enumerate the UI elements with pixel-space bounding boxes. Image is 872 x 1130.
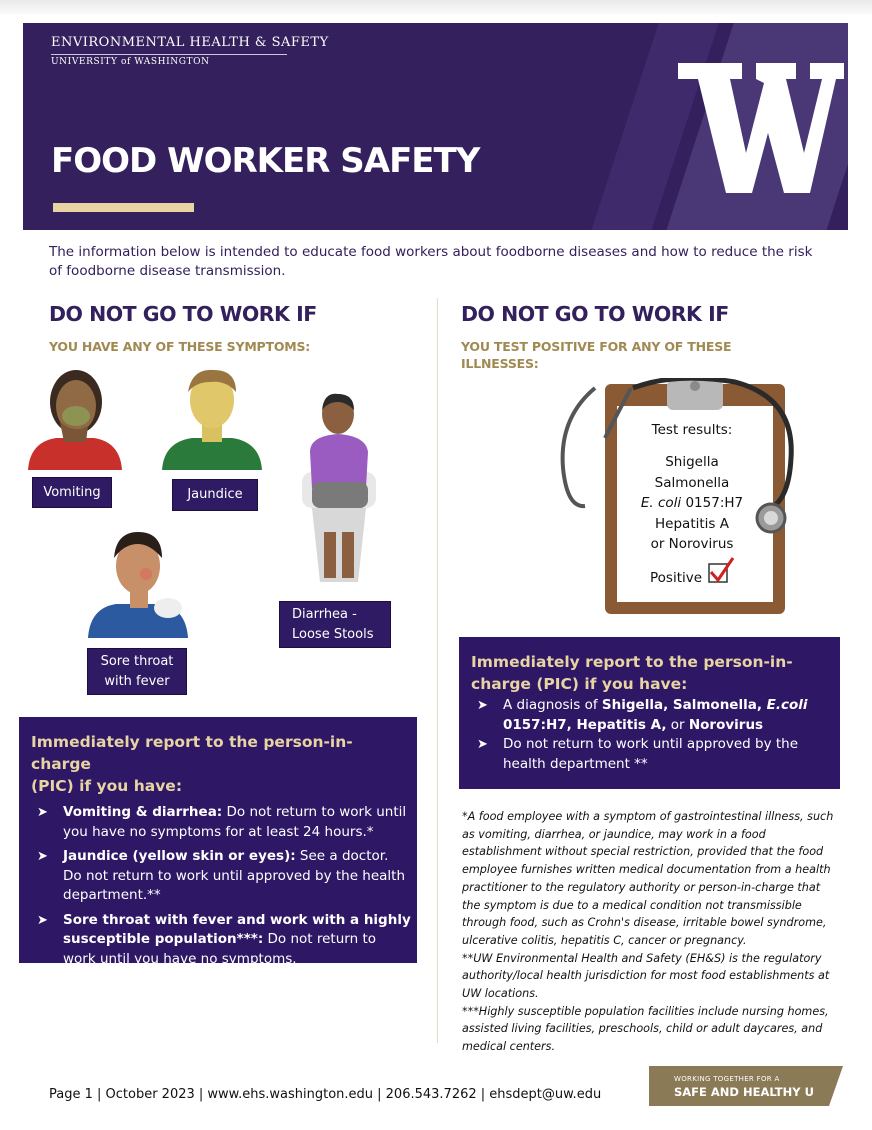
list-item <box>31 911 411 970</box>
arrow-bullet-icon: ➤ <box>37 849 48 864</box>
pic-title: charge (PIC) if you have: <box>471 675 688 693</box>
result-line: Hepatitis A <box>655 515 729 532</box>
arrow-bullet-icon: ➤ <box>477 698 488 713</box>
item-bold-italic: E.coli <box>766 697 808 713</box>
jaundice-person-illustration <box>160 366 264 470</box>
pic-list <box>471 696 831 774</box>
clipboard-positive: Positive <box>650 570 703 586</box>
list-item <box>31 803 411 842</box>
pic-title: Immediately report to the person-in- <box>471 653 793 671</box>
result-line: E. coli 0157:H7 <box>640 495 744 511</box>
left-pic-box <box>19 717 417 967</box>
right-subheading <box>461 338 731 372</box>
page-top-edge <box>0 0 872 14</box>
tag-small-text: WORKING TOGETHER FOR A <box>674 1075 780 1083</box>
item-bold: Norovirus <box>688 716 764 733</box>
item-text: A diagnosis of <box>503 697 602 713</box>
list-item <box>471 735 831 774</box>
symptom-label-sore-throat <box>87 648 187 695</box>
item-bold: Jaundice (yellow skin or eyes): <box>63 848 296 864</box>
diarrhea-person-illustration <box>300 392 378 590</box>
item-bold: Shigella, Salmonella, <box>601 697 767 713</box>
tag-big-text: SAFE AND HEALTHY U <box>674 1085 814 1099</box>
list-item <box>471 696 831 735</box>
result-line: or Norovirus <box>650 536 734 552</box>
department-name: ENVIRONMENTAL HEALTH & SAFETY <box>51 35 329 50</box>
item-bold: Sore throat with fever and work with a highly susceptible population***: <box>63 911 411 947</box>
symptom-label-line: Sore throat <box>100 654 174 669</box>
item-text: Do not return to work until you have no symptoms. <box>63 931 376 967</box>
symptom-label-line: Loose Stools <box>292 627 374 642</box>
symptom-label-jaundice: Jaundice <box>172 479 258 511</box>
uw-w-logo <box>672 43 848 203</box>
page-title: FOOD WORKER SAFETY <box>51 141 480 181</box>
clipboard-results <box>617 452 767 555</box>
department-rule <box>51 54 287 55</box>
subheading-line: ILLNESSES: <box>461 356 539 371</box>
footnotes <box>462 808 842 1056</box>
sore-throat-person-illustration <box>86 528 190 638</box>
symptom-label-line: with fever <box>104 674 170 689</box>
arrow-bullet-icon: ➤ <box>477 737 488 752</box>
left-subheading: YOU HAVE ANY OF THESE SYMPTOMS: <box>49 339 311 354</box>
clipboard-header: Test results: <box>651 422 733 438</box>
right-heading: DO NOT GO TO WORK IF <box>461 302 729 326</box>
subheading-line: YOU TEST POSITIVE FOR ANY OF THESE <box>461 339 732 354</box>
title-accent-bar <box>53 203 194 212</box>
arrow-bullet-icon: ➤ <box>37 805 48 820</box>
pic-list <box>31 803 411 969</box>
footnote-2: **UW Environmental Health and Safety (EH&S) is the regulatory authority/local health jurisdiction for most food establishments at UW locations. <box>462 951 830 1001</box>
result-line: Shigella <box>665 454 719 470</box>
item-bold: Vomiting & diarrhea: <box>63 804 223 820</box>
header-banner <box>23 23 848 230</box>
left-heading: DO NOT GO TO WORK IF <box>49 302 317 326</box>
footnote-3: ***Highly susceptible population facilities include nursing homes, assisted living facilities, preschools, child or adult daycares, and medical centers. <box>462 1004 829 1054</box>
item-text: or <box>666 716 689 733</box>
item-text: Do not return to work until you have no symptoms for at least 24 hours.* <box>63 804 407 840</box>
footer-text: Page 1 | October 2023 | www.ehs.washington.edu | 206.543.7262 | ehsdept@uw.edu <box>49 1087 602 1102</box>
result-line: Salmonella <box>654 474 730 491</box>
pic-title: (PIC) if you have: <box>31 777 183 795</box>
symptom-label-vomiting: Vomiting <box>32 477 112 508</box>
symptom-label-line: Diarrhea - <box>292 607 357 622</box>
column-divider <box>437 298 438 1043</box>
arrow-bullet-icon: ➤ <box>37 912 48 928</box>
item-text: See a doctor. Do not return to work until approved by the health department.** <box>63 848 406 903</box>
pic-title: Immediately report to the person-in-charge <box>31 733 353 773</box>
item-text: Do not return to work until approved by the health department ** <box>503 736 799 772</box>
intro-text: The information below is intended to educate food workers about foodborne diseases and how to reduce the risk of foodborne disease transmission. <box>49 244 813 279</box>
right-pic-box <box>459 637 840 789</box>
vomiting-person-illustration <box>26 362 124 470</box>
safe-and-healthy-tag <box>649 1066 843 1106</box>
symptom-label-diarrhea <box>279 601 391 648</box>
footnote-1: *A food employee with a symptom of gastrointestinal illness, such as vomiting, diarrhea, or jaundice, may work in a food establishment without special restriction, provided that the food employee furnishes written medical documentation from a health practitioner to the regulatory authority or person-in-charge that the symptom is due to a medical condition not transmissible through food, such as Crohn's disease, irritable bowel syndrome, ulcerative colitis, hepatitis C, cancer or pregnancy. <box>462 810 834 947</box>
university-name: UNIVERSITY of WASHINGTON <box>51 57 210 67</box>
list-item <box>31 847 411 906</box>
item-bold: 0157:H7, Hepatitis A, <box>503 716 667 733</box>
